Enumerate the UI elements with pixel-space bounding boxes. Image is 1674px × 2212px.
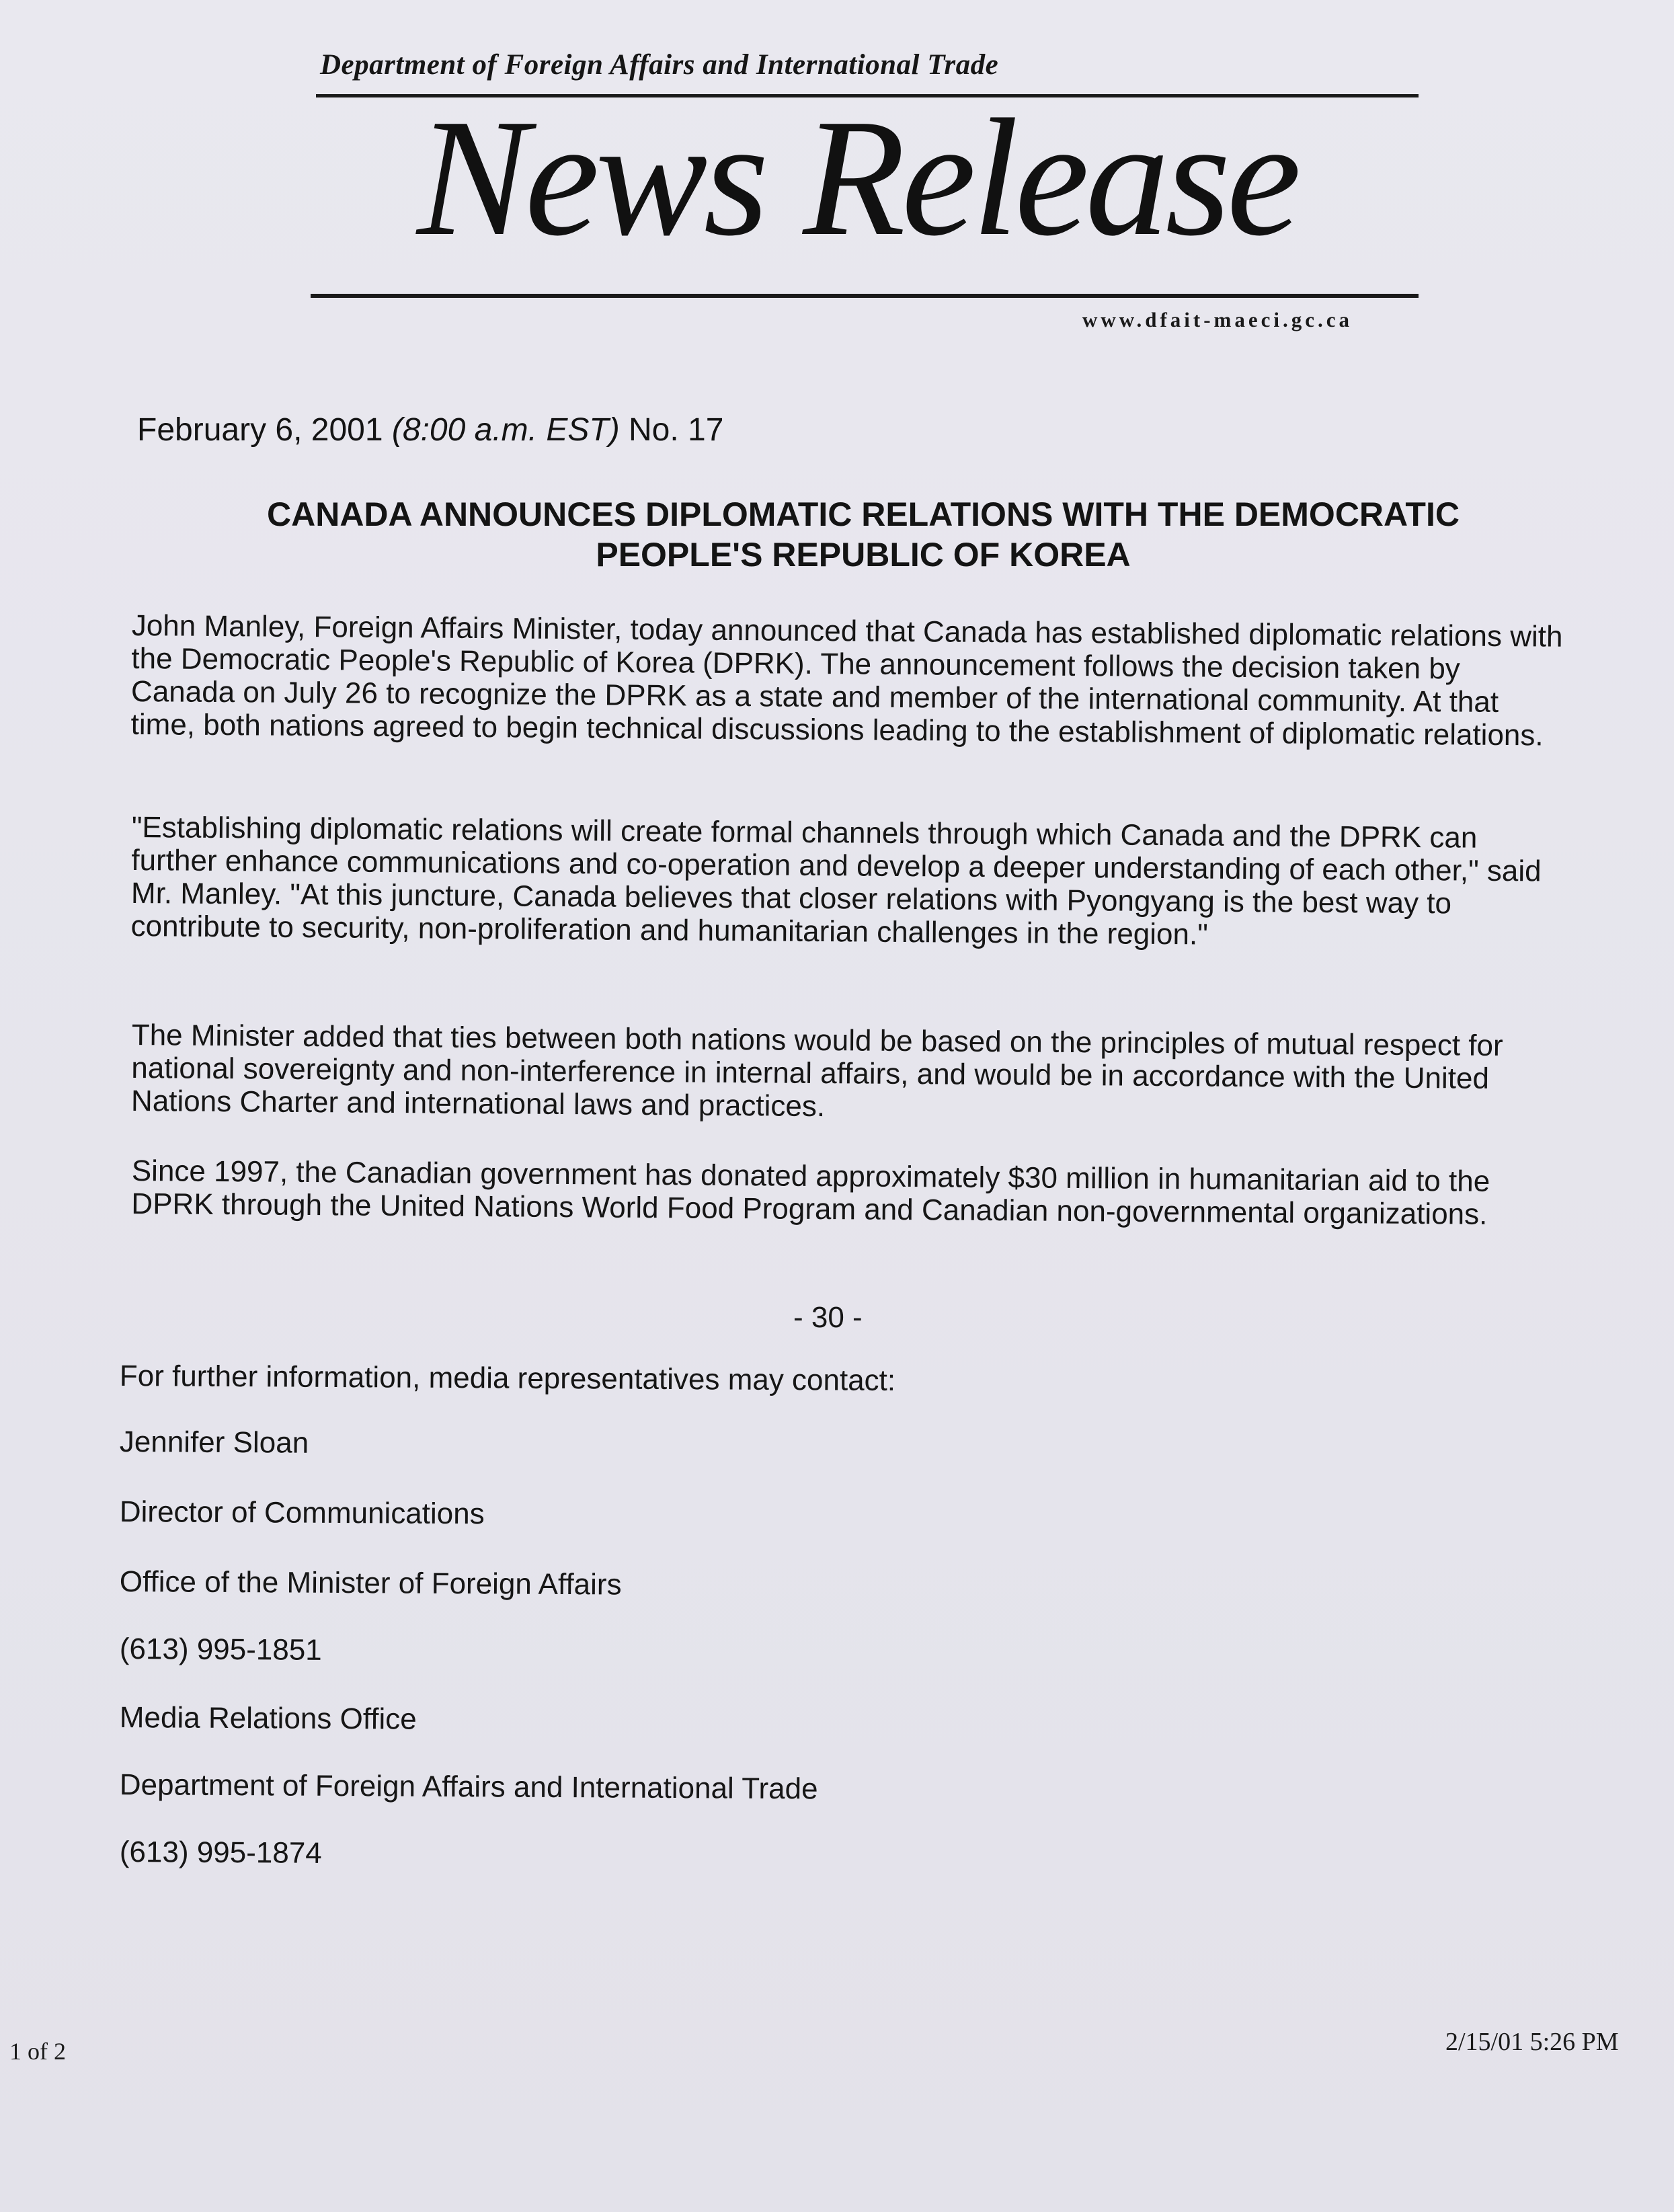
contact-department: Department of Foreign Affairs and International Trade <box>119 1768 818 1806</box>
headline-line-1: CANADA ANNOUNCES DIPLOMATIC RELATIONS WITH THE DEMOCRATIC <box>267 496 1460 533</box>
body-paragraph-1: John Manley, Foreign Affairs Minister, today announced that Canada has established diplomatic relations with the Democratic People's Republic of Korea (DPRK). The announcement follows the decision taken by Canada on July 26 to recognize the DPRK as a state and member of the international community. At that time, both nations agreed to begin technical discussions leading to the establishment of diplomatic relations. <box>130 609 1563 752</box>
masthead-bottom-rule <box>311 294 1419 298</box>
body-paragraph-3: The Minister added that ties between both nations would be based on the principles of mutual respect for national sovereignty and non-interference in internal affairs, and would be in accordance with the United Nations Charter and international laws and practices. <box>130 1019 1503 1123</box>
headline-line-2: PEOPLE'S REPUBLIC OF KOREA <box>596 536 1131 574</box>
body-paragraph-2: "Establishing diplomatic relations will create formal channels through which Canada and the DPRK can further enhance communications and co-operation and develop a deeper understanding of each other," said Mr. Manley. "At this juncture, Canada believes that closer relations with Pyongyang is the best way to contribute to security, non-proliferation and humanitarian challenges in the region." <box>130 811 1542 951</box>
page-indicator: 1 of 2 <box>9 2038 66 2065</box>
release-number: No. 17 <box>629 412 724 448</box>
contact-name: Jennifer Sloan <box>119 1425 309 1460</box>
show-through-artifact <box>417 316 426 355</box>
contact-office: Office of the Minister of Foreign Affairs <box>119 1565 622 1602</box>
headline <box>137 494 1589 575</box>
body-paragraph-4: Since 1997, the Canadian government has donated approximately $30 million in humanitarian aid to the DPRK through the United Nations World Food Program and Canadian non-governmental organizations. <box>131 1154 1490 1231</box>
masthead-url: www.dfait-maeci.gc.ca <box>1082 308 1353 331</box>
contact-phone-1: (613) 995-1851 <box>119 1632 322 1667</box>
contact-intro: For further information, media representatives may contact: <box>119 1359 896 1398</box>
contact-media-office: Media Relations Office <box>119 1701 417 1736</box>
masthead-department: Department of Foreign Affairs and International Trade <box>320 49 999 81</box>
release-time: (8:00 a.m. EST) <box>391 412 620 448</box>
end-mark: - 30 - <box>793 1301 863 1334</box>
print-timestamp: 2/15/01 5:26 PM <box>1445 2028 1619 2056</box>
contact-phone-2: (613) 995-1874 <box>119 1835 322 1870</box>
contact-title: Director of Communications <box>119 1495 485 1531</box>
release-date: February 6, 2001 <box>137 412 383 448</box>
dateline <box>137 411 723 448</box>
masthead-title: News Release <box>417 85 1298 271</box>
